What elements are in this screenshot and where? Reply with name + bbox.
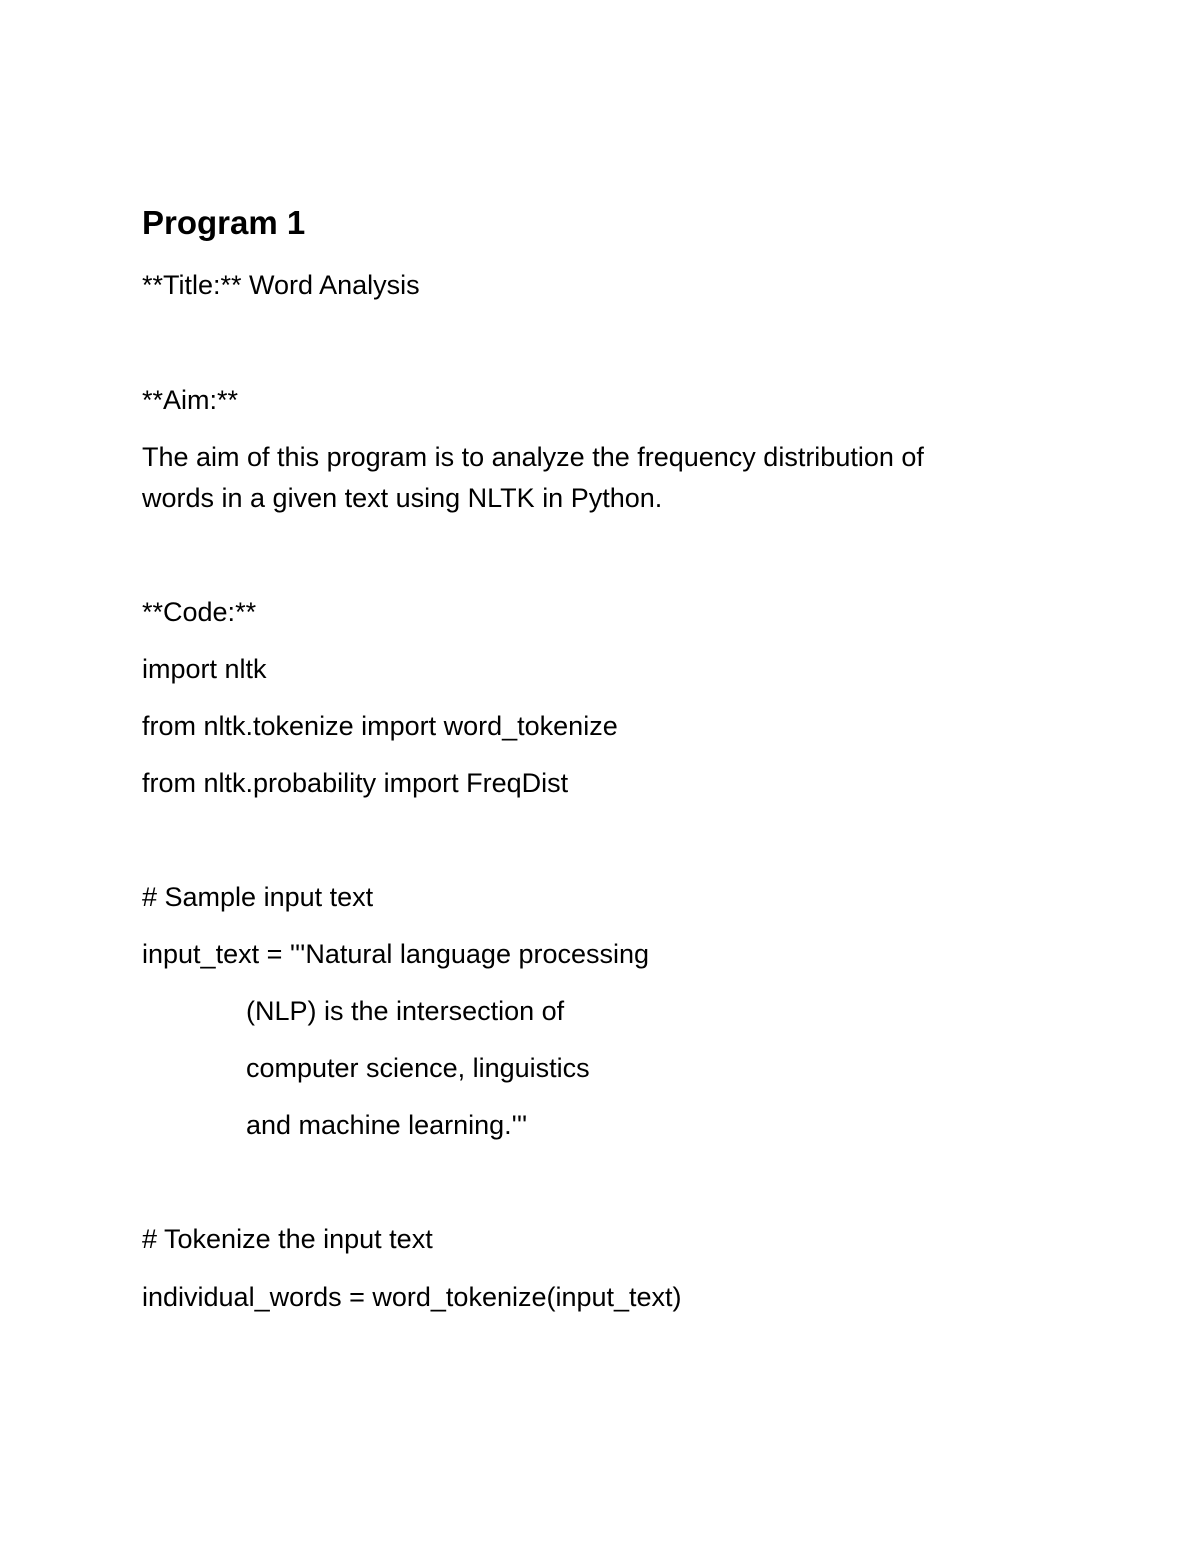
- code-line: from nltk.probability import FreqDist: [142, 768, 569, 798]
- code-line-indented: and machine learning.''': [246, 1110, 528, 1140]
- code-line: import nltk: [142, 654, 267, 684]
- code-line-indented: (NLP) is the intersection of: [246, 996, 565, 1026]
- code-line: from nltk.tokenize import word_tokenize: [142, 711, 618, 741]
- aim-text-line: words in a given text using NLTK in Python.: [142, 483, 663, 513]
- aim-label: **Aim:**: [142, 385, 239, 415]
- program-heading: Program 1: [142, 204, 306, 241]
- title-line: **Title:** Word Analysis: [142, 270, 420, 300]
- code-comment: # Tokenize the input text: [142, 1224, 433, 1254]
- code-line-indented: computer science, linguistics: [246, 1053, 590, 1083]
- aim-text-line: The aim of this program is to analyze the frequency distribution of: [142, 442, 924, 472]
- code-label: **Code:**: [142, 597, 257, 627]
- code-comment: # Sample input text: [142, 882, 374, 912]
- code-line: input_text = '''Natural language processing: [142, 939, 650, 969]
- code-line: individual_words = word_tokenize(input_text): [142, 1282, 682, 1312]
